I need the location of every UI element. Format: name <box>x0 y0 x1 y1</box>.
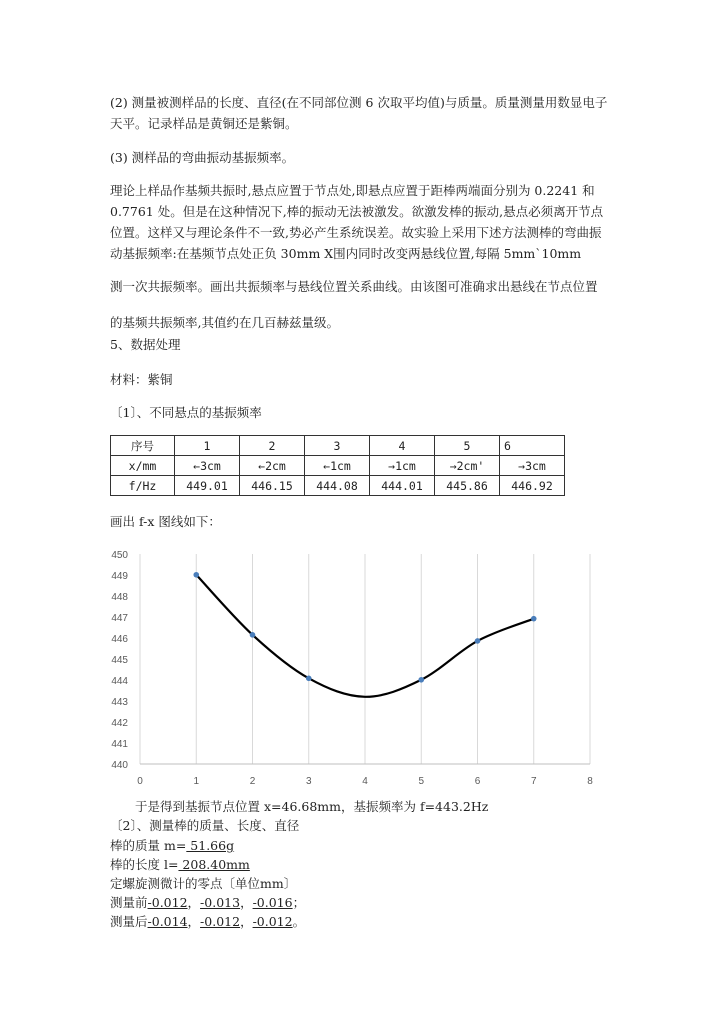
paragraph-theory: 理论上样品作基频共振时,悬点应置于节点处,即悬点应置于距棒两端面分别为 0.2241 和 0.7761 处。但是在这种情况下,棒的振动无法被激发。欲激发棒的振动,悬点必须离开节点位置。这样又与理论条件不一致,势必产生系统误差。故实验上采用下述方法测棒的弯曲振动基振频率:在基频节点处正负 30mm X围内同时改变两悬线位置,每隔 5mm`10mm <box>110 183 604 261</box>
table-cell: 446.15 <box>240 476 305 496</box>
table-cell: 6 <box>500 436 565 456</box>
length-value: 208.40mm <box>178 857 250 872</box>
x-tick-label: 8 <box>587 776 593 787</box>
table-cell: →2cm' <box>435 456 500 476</box>
chart-caption: 画出 f-x 图线如下： <box>110 514 221 529</box>
data-point <box>193 572 199 578</box>
x-tick-label: 6 <box>474 776 481 787</box>
data-point <box>306 676 312 682</box>
subsection-frequency: 〔1〕、不同悬点的基振频率 <box>110 405 262 420</box>
table-cell: x/mm <box>111 456 175 476</box>
table-row <box>111 476 565 496</box>
zero-before-value: -0.013 <box>200 895 241 910</box>
table-cell: →3cm <box>500 456 565 476</box>
x-tick-label: 7 <box>530 776 537 787</box>
table-cell: ←2cm <box>240 456 305 476</box>
material-label: 材料：紫铜 <box>110 372 173 387</box>
table-cell: ←1cm <box>305 456 370 476</box>
section-heading-data: 5、数据处理 <box>110 337 181 352</box>
y-tick-label: 450 <box>111 550 128 561</box>
data-point <box>531 616 537 622</box>
length-line <box>110 857 250 873</box>
x-tick-label: 4 <box>362 776 368 787</box>
zero-after-label: 测量后 <box>110 914 148 929</box>
separator: ， <box>240 895 253 910</box>
zero-after-value: -0.012 <box>252 914 293 929</box>
table-row <box>111 456 565 476</box>
y-tick-label: 444 <box>111 676 128 687</box>
data-point <box>250 632 256 638</box>
frequency-table <box>110 435 565 496</box>
y-tick-label: 447 <box>111 613 128 624</box>
y-tick-label: 449 <box>111 571 128 582</box>
table-row <box>111 436 565 456</box>
chart-grid <box>140 554 590 764</box>
separator: ， <box>187 895 201 910</box>
data-point <box>418 677 424 683</box>
frequency-position-chart <box>108 540 598 790</box>
paragraph-step3: (3) 测样品的弯曲振动基振频率。 <box>110 150 295 165</box>
zero-before-label: 测量前 <box>110 895 148 910</box>
zero-after-line <box>110 914 305 930</box>
table-cell: 5 <box>435 436 500 456</box>
table-cell: 444.01 <box>370 476 435 496</box>
mass-value: 51.66g <box>186 838 235 853</box>
separator: ； <box>292 895 306 910</box>
y-tick-labels <box>111 550 128 771</box>
x-tick-label: 0 <box>137 776 143 787</box>
mass-line <box>110 838 234 854</box>
result-text: 于是得到基振节点位置 x=46.68mm，基振频率为 f=443.2Hz <box>135 799 489 814</box>
paragraph-theory-cont1: 测一次共振频率。画出共振频率与悬线位置关系曲线。由该图可准确求出悬线在节点位置 <box>110 279 598 294</box>
y-tick-label: 443 <box>111 697 128 708</box>
table-cell: 444.08 <box>305 476 370 496</box>
subsection-measure: 〔2〕、测量棒的质量、长度、直径 <box>110 818 300 833</box>
y-tick-label: 442 <box>111 718 128 729</box>
table-cell: 2 <box>240 436 305 456</box>
x-tick-label: 2 <box>249 776 256 787</box>
y-tick-label: 445 <box>111 655 128 666</box>
y-tick-label: 448 <box>111 592 128 603</box>
mass-label: 棒的质量 m= <box>110 838 187 853</box>
table-cell: 3 <box>305 436 370 456</box>
table-cell: 1 <box>175 436 240 456</box>
zero-after-value: -0.012 <box>200 914 241 929</box>
table-cell: →1cm <box>370 456 435 476</box>
y-tick-label: 440 <box>111 760 128 771</box>
data-point <box>475 638 481 644</box>
x-tick-labels <box>137 776 593 787</box>
y-tick-label: 446 <box>111 634 128 645</box>
paragraph-step2: (2) 测量被测样品的长度、直径(在不同部位测 6 次取平均值)与质量。质量测量用数显电子天平。记录样品是黄铜还是紫铜。 <box>110 95 608 131</box>
separator: 。 <box>292 914 306 929</box>
zero-before-value: -0.016 <box>252 895 293 910</box>
table-cell: f/Hz <box>111 476 175 496</box>
table-cell: 4 <box>370 436 435 456</box>
zero-after-value: -0.014 <box>147 914 188 929</box>
y-tick-label: 441 <box>111 739 128 750</box>
table-cell: 446.92 <box>500 476 565 496</box>
table-cell: ←3cm <box>175 456 240 476</box>
table-cell: 序号 <box>111 436 175 456</box>
x-tick-label: 5 <box>418 776 425 787</box>
x-tick-label: 1 <box>193 776 200 787</box>
zero-point-heading: 定螺旋测微计的零点〔单位mm〕 <box>110 876 297 891</box>
x-tick-label: 3 <box>305 776 312 787</box>
length-label: 棒的长度 l= <box>110 857 179 872</box>
separator: ， <box>240 914 253 929</box>
separator: ， <box>187 914 201 929</box>
paragraph-theory-cont2: 的基频共振频率,其值约在几百赫兹量级。 <box>110 315 339 330</box>
zero-before-value: -0.012 <box>147 895 188 910</box>
table-cell: 445.86 <box>435 476 500 496</box>
table-cell: 449.01 <box>175 476 240 496</box>
zero-before-line <box>110 895 305 911</box>
